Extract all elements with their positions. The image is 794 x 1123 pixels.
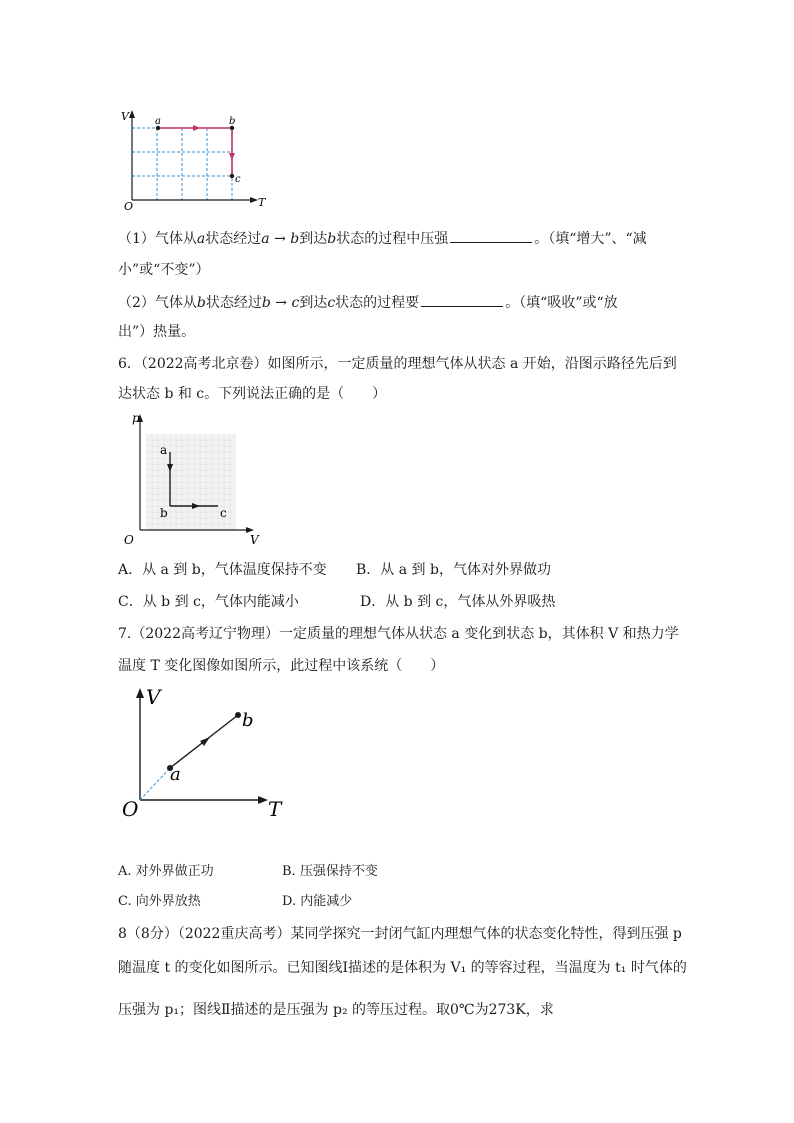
- q5-sub2-b: b: [196, 295, 206, 311]
- q8-stem-line3: 压强为 p₁；图线Ⅱ描述的是压强为 p₂ 的等压过程。取0℃为273K，求: [118, 1002, 554, 1018]
- q5-sub2-text-3: 到达: [299, 295, 328, 311]
- q7-option-c[interactable]: C. 向外界放热: [118, 894, 201, 909]
- pv-grid-figure: [118, 404, 268, 548]
- q5-sub2-line2: 出”）热量。: [118, 324, 196, 340]
- origin-label: O: [124, 533, 134, 547]
- q5-sub1-text-2: 状态经过: [205, 231, 262, 247]
- point-c-dot: [230, 174, 234, 178]
- q6-option-d[interactable]: D．从 b 到 c，气体从外界吸热: [360, 594, 556, 610]
- q6-option-c[interactable]: C．从 b 到 c，气体内能减小: [118, 594, 299, 610]
- point-b-dot: [235, 712, 241, 718]
- point-a-label: a: [155, 116, 161, 127]
- point-b-label: b: [242, 710, 254, 731]
- q8-stem-line2: 随温度 t 的变化如图所示。已知图线Ⅰ描述的是体积为 V₁ 的等容过程，当温度为 t₁ 时气体的: [118, 960, 687, 976]
- q5-sub2-text-5: 。（填“吸收”或“放: [505, 295, 618, 311]
- point-a-label: a: [170, 764, 181, 785]
- process-line-ab: [158, 125, 232, 131]
- q5-sub2-text-4: 状态的过程要: [335, 295, 420, 311]
- process-line-ab: [170, 715, 238, 768]
- q5-sub1-line2: 小”或“不变”）: [118, 262, 210, 278]
- q5-sub1-text-3: 到达: [299, 231, 328, 247]
- q5-sub2-proc: b → c: [261, 295, 300, 311]
- extension-dashed-line: [140, 768, 170, 800]
- q5-sub1-a: a: [196, 231, 206, 247]
- q5-sub2-text-2: 状态经过: [205, 295, 262, 311]
- vt-grid-figure: [118, 108, 278, 212]
- q5-sub2-c: c: [327, 295, 336, 311]
- point-b-label: b: [160, 506, 168, 520]
- axis-v-label: V: [121, 110, 129, 123]
- q7-option-b[interactable]: B. 压强保持不变: [282, 864, 378, 879]
- origin-label: O: [124, 200, 134, 212]
- q6-stem-line2: 达状态 b 和 c。下列说法正确的是（ ）: [118, 386, 387, 402]
- q5-sub1-answer-blank[interactable]: [450, 228, 532, 243]
- q5-sub1-text-1: （1）气体从: [118, 231, 197, 247]
- origin-label: O: [122, 797, 139, 821]
- q5-sub2-text-1: （2）气体从: [118, 295, 197, 311]
- point-c-label: c: [220, 506, 227, 520]
- point-c-label: c: [235, 174, 241, 185]
- q5-sub1-b: b: [327, 231, 337, 247]
- axis-v-label: V: [250, 533, 259, 547]
- q5-sub1-line1: [118, 228, 647, 249]
- q6-stem-line1: 6．（2022高考北京卷）如图所示，一定质量的理想气体从状态 a 开始，沿图示路径先后到: [118, 356, 677, 372]
- q8-stem-line1: 8（8分）（2022重庆高考）某同学探究一封闭气缸内理想气体的状态变化特性，得到压强 p: [118, 926, 682, 942]
- q5-sub2-answer-blank[interactable]: [421, 292, 503, 307]
- q5-sub1-proc: a → b: [261, 231, 300, 247]
- q5-sub1-text-4: 状态的过程中压强: [336, 231, 449, 247]
- point-b-label: b: [229, 116, 236, 127]
- axis-v-label: V: [146, 685, 161, 709]
- axis-p-label: p: [132, 411, 140, 425]
- q5-sub2-line1: [118, 292, 618, 313]
- q6-option-b[interactable]: B．从 a 到 b，气体对外界做功: [356, 562, 551, 578]
- q7-stem-line2: 温度 T 变化图像如图所示，此过程中该系统（ ）: [118, 658, 445, 674]
- axis-t-label: T: [258, 196, 266, 209]
- axis-t-label: T: [268, 797, 282, 821]
- q5-sub1-text-5: 。（填“增大”、“减: [534, 231, 647, 247]
- q7-option-d[interactable]: D. 内能减少: [282, 894, 353, 909]
- q7-option-a[interactable]: A. 对外界做正功: [118, 864, 214, 879]
- q6-option-a[interactable]: A．从 a 到 b，气体温度保持不变: [118, 562, 327, 578]
- point-a-label: a: [160, 443, 168, 457]
- vt-line-figure: [118, 684, 294, 822]
- q7-stem-line1: 7.（2022高考辽宁物理）一定质量的理想气体从状态 a 变化到状态 b，其体积 V 和热力学: [118, 626, 679, 642]
